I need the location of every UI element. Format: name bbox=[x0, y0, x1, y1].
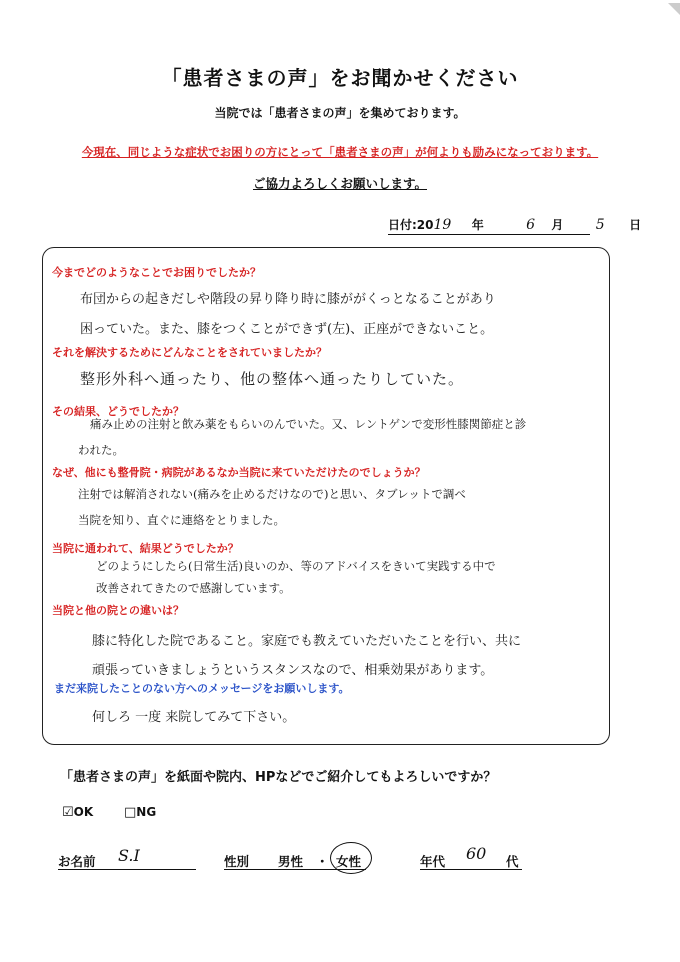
question-6: 当院と他の院との違いは？ bbox=[52, 604, 184, 617]
date-day-handwritten: 5 bbox=[595, 217, 605, 233]
date-underline bbox=[388, 234, 590, 235]
question-1: 今までどのようなことでお困りでしたか？ bbox=[52, 266, 261, 279]
gender-label: 性別 bbox=[224, 854, 250, 869]
page-title: 「患者さまの声」をお聞かせください bbox=[161, 66, 519, 90]
consent-ng-label: NG bbox=[136, 805, 157, 819]
answer-4-line-2: 当院を知り、直ぐに連絡をとりました。 bbox=[78, 513, 285, 527]
question-3: その結果、どうでしたか？ bbox=[52, 405, 184, 418]
age-label: 年代 bbox=[420, 854, 446, 869]
checkbox-checked-icon[interactable]: ☑ bbox=[62, 805, 74, 820]
consent-ok-option[interactable] bbox=[62, 805, 93, 820]
answer-3-line-2: われた。 bbox=[78, 443, 124, 457]
request-text: ご協力よろしくお願いします。 bbox=[252, 176, 427, 191]
age-value-handwritten: 60 bbox=[466, 844, 487, 863]
intro-highlight: 今現在、同じような症状でお困りの方にとって「患者さまの声」が何よりも励みになっております。 bbox=[81, 145, 599, 159]
name-label: お名前 bbox=[58, 854, 96, 869]
answer-7-line-1: 何しろ 一度 来院してみて下さい。 bbox=[92, 710, 296, 725]
question-4: なぜ、他にも整骨院・病院があるなか当院に来ていただけたのでしょうか？ bbox=[52, 466, 426, 479]
checkbox-empty-icon[interactable]: □ bbox=[124, 805, 137, 820]
consent-ok-label: OK bbox=[73, 805, 94, 819]
gender-female[interactable]: 女性 bbox=[336, 854, 362, 869]
answer-4-line-1: 注射では解消されない(痛みを止めるだけなので)と思い、タブレットで調べ bbox=[78, 487, 466, 501]
answer-5-line-1: どのようにしたら(日常生活)良いのか、等のアドバイスをきいて実践する中で bbox=[96, 559, 496, 573]
answer-2-line-1: 整形外科へ通ったり、他の整体へ通ったりしていた。 bbox=[80, 370, 465, 388]
name-underline bbox=[58, 869, 196, 870]
answer-1-line-2: 困っていた。また、膝をつくことができず(左)、正座ができないこと。 bbox=[80, 322, 494, 337]
consent-ng-option[interactable] bbox=[124, 805, 156, 820]
date-label: 日付:20 bbox=[388, 218, 434, 232]
answer-6-line-1: 膝に特化した院であること。家庭でも教えていただいたことを行い、共に bbox=[92, 634, 522, 649]
gender-separator: ・ bbox=[316, 854, 329, 869]
date-day-unit: 日 bbox=[629, 218, 642, 232]
answer-1-line-1: 布団からの起きだしや階段の昇り降り時に膝ががくっとなることがあり bbox=[80, 292, 496, 307]
question-7: まだ来院したことのない方へのメッセージをお願いします。 bbox=[54, 682, 350, 695]
answer-3-line-1: 痛み止めの注射と飲み薬をもらいのんでいた。又、レントゲンで変形性膝関節症と診 bbox=[90, 417, 527, 431]
consent-question: 「患者さまの声」を紙面や院内、HPなどでご紹介してもよろしいですか？ bbox=[60, 770, 497, 785]
name-value-handwritten: S.I bbox=[118, 846, 140, 865]
date-year-unit: 年 bbox=[471, 218, 484, 232]
age-unit: 代 bbox=[506, 854, 519, 869]
question-5: 当院に通われて、結果どうでしたか？ bbox=[52, 542, 239, 555]
gender-underline bbox=[224, 869, 366, 870]
gender-male[interactable]: 男性 bbox=[278, 854, 304, 869]
answer-5-line-2: 改善されてきたので感謝しています。 bbox=[96, 581, 291, 595]
age-underline bbox=[420, 869, 522, 870]
date-month-handwritten: 6 bbox=[526, 217, 536, 233]
scan-corner-mark bbox=[660, 0, 680, 12]
date-field bbox=[388, 216, 641, 233]
answer-6-line-2: 頑張っていきましょうというスタンスなので、相乗効果があります。 bbox=[92, 663, 494, 678]
date-year-handwritten: 19 bbox=[433, 217, 452, 233]
question-2: それを解決するためにどんなことをされていましたか？ bbox=[52, 346, 327, 359]
date-month-unit: 月 bbox=[551, 218, 564, 232]
intro-text: 当院では「患者さまの声」を集めております。 bbox=[214, 106, 466, 120]
